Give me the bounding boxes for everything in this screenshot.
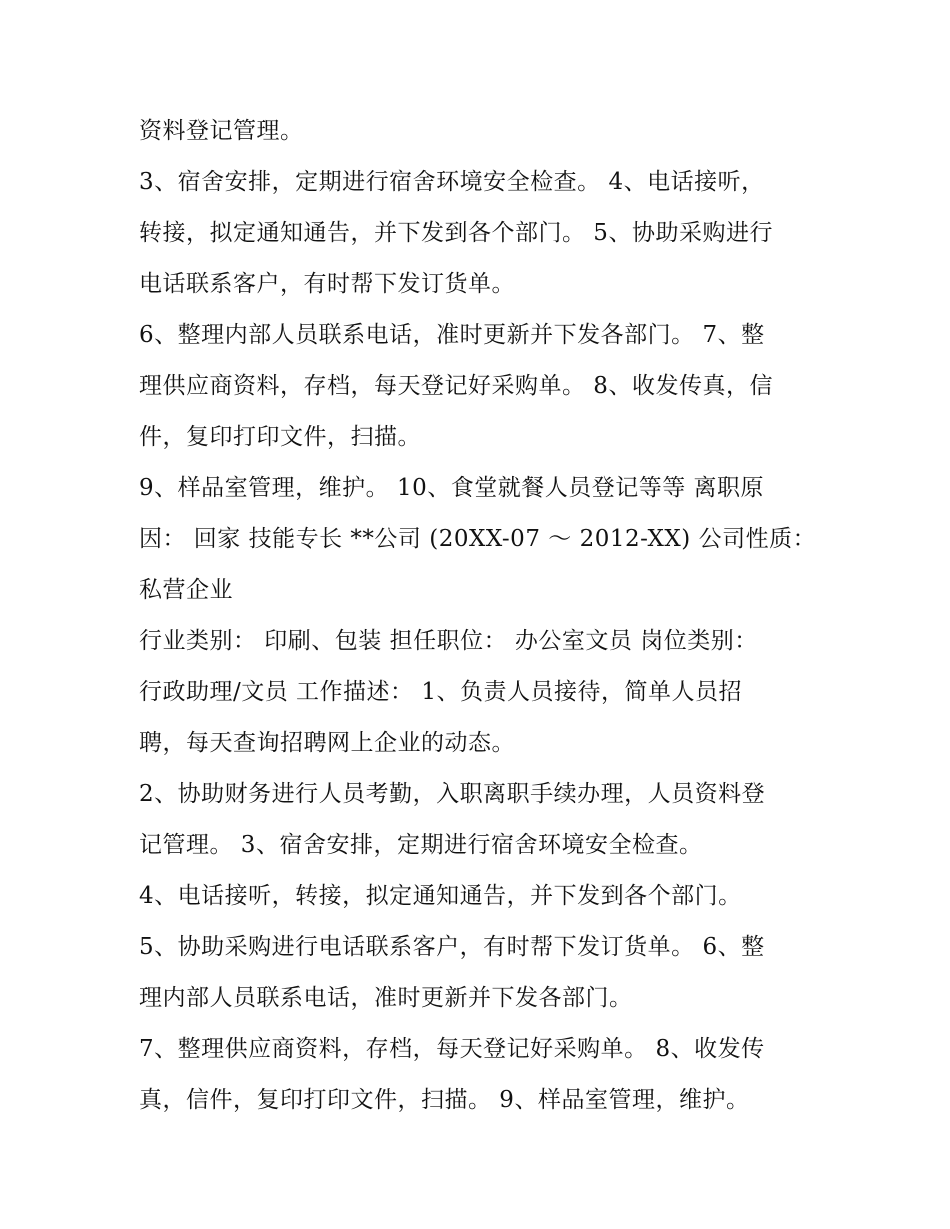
text-line: 转接，拟定通知通告，并下发到各个部门。 5、协助采购进行 [139,220,773,246]
text-line: 聘，每天查询招聘网上企业的动态。 [139,730,515,756]
text-line: 2、协助财务进行人员考勤，入职离职手续办理，人员资料登 [139,781,766,807]
body-text [139,106,819,1126]
text-line: 资料登记管理。 [139,118,304,144]
text-line: 记管理。 3、宿舍安排，定期进行宿舍环境安全检查。 [139,832,703,858]
text-line: 7、整理供应商资料，存档，每天登记好采购单。 8、收发传 [139,1036,765,1062]
text-line: 理供应商资料，存档，每天登记好采购单。 8、收发传真，信 [139,373,773,399]
text-line: 真，信件，复印打印文件，扫描。 9、样品室管理，维护。 [139,1087,750,1113]
text-line: 5、协助采购进行电话联系客户，有时帮下发订货单。 6、整 [139,934,765,960]
text-line: 9、样品室管理，维护。 10、食堂就餐人员登记等等 离职原 [139,475,765,501]
text-line: 3、宿舍安排，定期进行宿舍环境安全检查。 4、电话接听， [139,169,765,195]
text-line: 电话联系客户，有时帮下发订货单。 [139,271,515,297]
text-line: 4、电话接听，转接，拟定通知通告，并下发到各个部门。 [139,883,742,909]
text-line: 行业类别： 印刷、包装 担任职位： 办公室文员 岗位类别： [139,628,758,654]
text-line: 件，复印打印文件，扫描。 [139,424,421,450]
text-line: 6、整理内部人员联系电话，准时更新并下发各部门。 7、整 [139,322,765,348]
text-line: 私营企业 [139,577,233,603]
text-line: 理内部人员联系电话，准时更新并下发各部门。 [139,985,633,1011]
text-line: 行政助理/文员 工作描述： 1、负责人员接待，简单人员招 [139,679,743,705]
text-line: 因： 回家 技能专长 **公司 (20XX-07 ～ 2012-XX) 公司性质： [139,526,817,552]
